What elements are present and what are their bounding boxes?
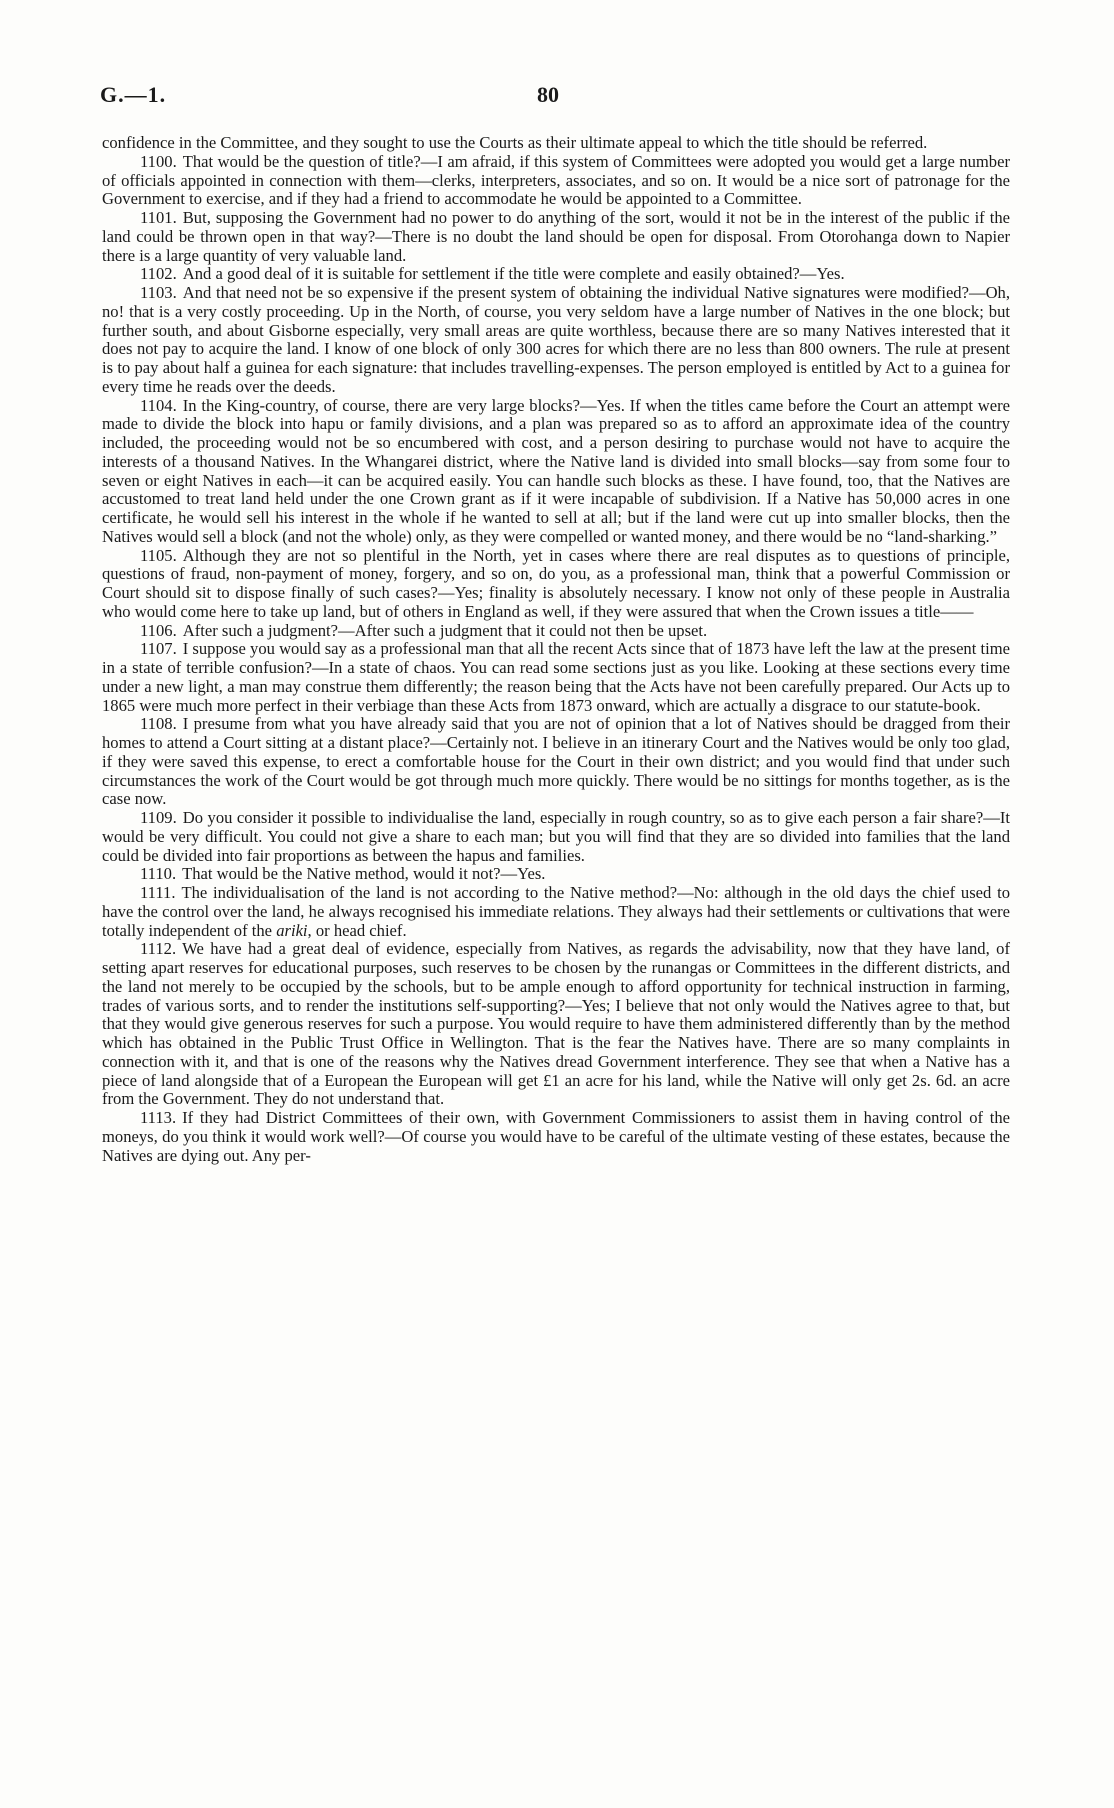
- question-number: 1105.: [140, 545, 177, 565]
- paragraph-text: I presume from what you have already said that you are not of opinion that a lot of Natives should be dragged from their homes to attend a Court sitting at a distant place?—Certainly not. I believe in an itinerary Court and the Natives would be only too glad, if they were saved this expense, to erect a comfortable house for the Court in their own district; and you would find that under such circumstances the work of the Court would be got through much more quickly. There would be no sittings for months together, as is the case now.: [102, 714, 1010, 809]
- question-paragraph: [102, 265, 1010, 284]
- question-paragraph: [102, 622, 1010, 641]
- question-number: 1111.: [140, 883, 176, 902]
- paragraph-continuation: [102, 134, 1010, 153]
- paragraph-text: If they had District Committees of their own, with Government Commissioners to assist them in having control of the moneys, do you think it would work well?—Of course you would have to be careful of the ultimate vesting of these estates, because the Natives are dying out. Any per-: [102, 1108, 1010, 1165]
- paragraph-text: Do you consider it possible to individualise the land, especially in rough country, so as to give each person a fair share?—It would be very difficult. You could not give a share to each man; but you will find that they are so divided into families that the land could be divided into fair proportions as between the hapus and families.: [102, 808, 1010, 865]
- question-paragraph: [102, 940, 1010, 1109]
- question-paragraph: [102, 640, 1010, 715]
- paragraph-text: confidence in the Committee, and they sought to use the Courts as their ultimate appeal to which the title should be referred.: [102, 133, 928, 152]
- paragraph-text-end: , or head chief.: [307, 920, 407, 940]
- question-number: 1112.: [140, 939, 177, 959]
- question-number: 1101.: [140, 208, 177, 227]
- paragraph-text: And a good deal of it is suitable for settlement if the title were complete and easily obtained?—Yes.: [182, 264, 845, 284]
- paragraph-text: After such a judgment?—After such a judgment that it could not then be upset.: [182, 620, 708, 640]
- question-paragraph: [102, 715, 1010, 809]
- question-paragraph: [102, 1109, 1010, 1165]
- question-number: 1102.: [140, 264, 177, 284]
- paragraph-text: That would be the Native method, would it not?—Yes.: [182, 864, 546, 884]
- paragraph-text: We have had a great deal of evidence, especially from Natives, as regards the advisability, now that they have land, of setting apart reserves for educational purposes, such reserves to be chosen by the runangas or Committees in the different districts, and the land not merely to be occupied by the schools, but to be ample enough to afford opportunity for technical instruction in farming, trades of various sorts, and to render the institutions self-supporting?—Yes; I believe that not only would the Natives agree to that, but that they would give generous reserves for such a purpose. You would require to have them administered differently than by the method which has obtained in the Public Trust Office in Wellington. That is the fear the Natives have. There are so many complaints in connection with it, and that is one of the reasons why the Natives dread Government interference. They see that when a Native has a piece of land alongside that of a European the European will get £1 an acre for his land, while the Native will only get 2s. 6d. an acre from the Government. They do not understand that.: [102, 939, 1010, 1109]
- paragraph-text: But, supposing the Government had no power to do anything of the sort, would it not be in the interest of the public if the land could be thrown open in that way?—There is no doubt the land should be open for disposal. From Otorohanga down to Napier there is a large quantity of very valuable land.: [102, 208, 1010, 265]
- question-paragraph: [102, 865, 1010, 884]
- italic-term: ariki: [276, 920, 308, 940]
- question-paragraph: [102, 547, 1010, 622]
- body-text: [102, 134, 1010, 1165]
- question-number: 1107.: [140, 639, 177, 659]
- question-number: 1104.: [140, 395, 177, 415]
- document-reference: G.—1.: [100, 82, 167, 107]
- question-paragraph: [102, 809, 1010, 865]
- question-number: 1113.: [140, 1108, 177, 1127]
- paragraph-text: That would be the question of title?—I am afraid, if this system of Committees were adopted you would get a large number of officials appointed in connection with them—clerks, interpreters, associates, and so on. It would be a nice sort of patronage for the Government to exercise, and if they had a friend to accommodate he would be appointed to a Committee.: [102, 151, 1010, 209]
- paragraph-text: Although they are not so plentiful in the North, yet in cases where there are real disputes as to questions of principle, questions of fraud, non-payment of money, forgery, and so on, do you, as a professional man, think that a powerful Commission or Court should sit to dispose finally of such cases?—Yes; finality is absolutely necessary. I know not only of these people in Australia who would come here to take up land, but of others in England as well, if they were assured that when the Crown issues a title——: [102, 545, 1010, 621]
- question-number: 1108.: [140, 714, 177, 734]
- question-number: 1103.: [140, 283, 177, 302]
- paragraph-text: In the King-country, of course, there are very large blocks?—Yes. If when the titles came before the Court an attempt were made to divide the block into hapu or family divisions, and a plan was prepared so as to afford an approximate idea of the country included, the proceeding would not be so encumbered with cost, and a person desiring to purchase would not have to acquire the interests of a thousand Natives. In the Whangarei district, where the Native land is divided into small blocks—say from some four to seven or eight Natives in each—it can be acquired easily. You can handle such blocks as these. I have found, too, that the Natives are accustomed to treat land held under the one Crown grant as if it were incapable of subdivision. If a Native has 50,000 acres in one certificate, he would sell his interest in the whole if he wanted to sell at all; but if the land were cut up into smaller blocks, then the Natives would sell a block (and not the whole) only, as they were compelled or wanted money, and there would be no “land-sharking.”: [102, 395, 1010, 546]
- question-number: 1109.: [140, 808, 177, 827]
- question-paragraph: [102, 397, 1010, 547]
- running-head: [100, 82, 1016, 112]
- question-number: 1106.: [140, 620, 177, 640]
- question-number: 1110.: [140, 864, 177, 884]
- question-number: 1100.: [140, 151, 177, 171]
- question-paragraph: [102, 884, 1010, 940]
- paragraph-text: The individualisation of the land is not according to the Native method?—No: although in the old days the chief used to have the control over the land, he always recognised his immediate relations. They always had their settlements or cultivations that were totally independent of the: [102, 883, 1010, 940]
- question-paragraph: [102, 284, 1010, 397]
- question-paragraph: [102, 153, 1010, 209]
- paragraph-text: I suppose you would say as a professional man that all the recent Acts since that of 1873 have left the law at the present time in a state of terrible confusion?—In a state of chaos. You can read some sections just as you like. Looking at these sections every time under a new light, a man may construe them differently; the reason being that the Acts have not been carefully prepared. Our Acts up to 1865 were much more perfect in their verbiage than these Acts from 1873 onward, which are actually a disgrace to our statute-book.: [102, 639, 1010, 715]
- paragraph-text: And that need not be so expensive if the present system of obtaining the individual Native signatures were modified?—Oh, no! that is a very costly proceeding. Up in the North, of course, you very seldom have a large number of Natives in the one block; but further south, and about Gisborne especially, very small areas are quite worthless, because there are so many Natives interested that it does not pay to acquire the land. I know of one block of only 300 acres for which there are no less than 800 owners. The rule at present is to pay about half a guinea for each signature: that includes travelling-expenses. The person employed is entitled by Act to a guinea for every time he reads over the deeds.: [102, 283, 1010, 396]
- page-number: 80: [537, 82, 559, 107]
- question-paragraph: [102, 209, 1010, 265]
